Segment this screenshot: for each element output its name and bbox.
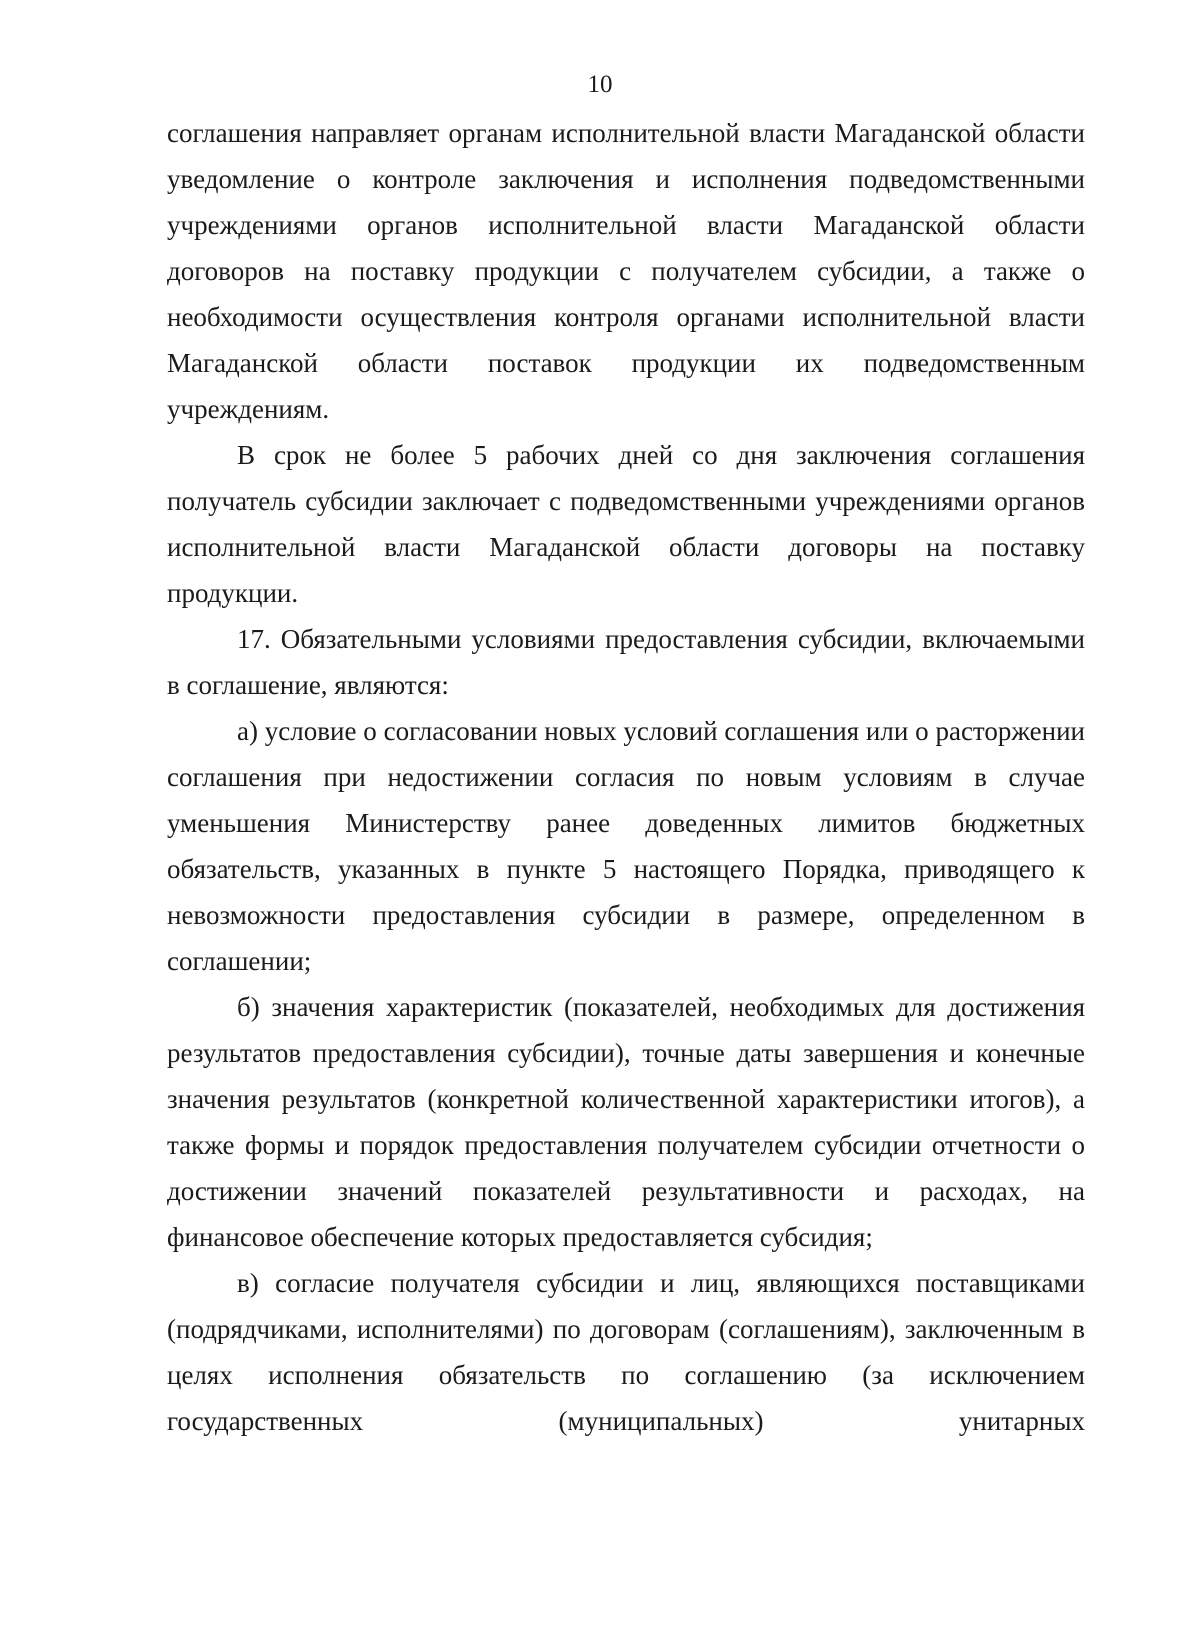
paragraph-contract-deadline: В срок не более 5 рабочих дней со дня заключения соглашения получатель субсидии заключает с подведомственными учреждениями органов исполнительной власти Магаданской области договоры на поставку продукции. (167, 440, 1085, 608)
paragraph-subitem-v: в) согласие получателя субсидии и лиц, являющихся поставщиками (подрядчиками, исполнителями) по договорам (соглашениям), заключенным в целях исполнения обязательств по соглашению (за исключением государственных (муниципальных) унитарных (167, 1268, 1085, 1436)
paragraph-continuation: соглашения направляет органам исполнительной власти Магаданской области уведомление о контроле заключения и исполнения подведомственными учреждениями органов исполнительной власти Магаданской области договоров на поставку продукции с получателем субсидии, а также о необходимости осуществления контроля органами исполнительной власти Магаданской области поставок продукции их подведомственным учреждениям. (167, 118, 1085, 424)
paragraph-subitem-a: а) условие о согласовании новых условий соглашения или о расторжении соглашения при недостижении согласия по новым условиям в случае уменьшения Министерству ранее доведенных лимитов бюджетных обязательств, указанных в пункте 5 настоящего Порядка, приводящего к невозможности предоставления субсидии в размере, определенном в соглашении; (167, 716, 1085, 976)
paragraph-subitem-b: б) значения характеристик (показателей, необходимых для достижения результатов предоставления субсидии), точные даты завершения и конечные значения результатов (конкретной количественной характеристики итогов), а также формы и порядок предоставления получателем субсидии отчетности о достижении значений показателей результативности и расходах, на финансовое обеспечение которых предоставляется субсидия; (167, 992, 1085, 1252)
page-number: 10 (587, 71, 613, 98)
document-body (167, 110, 1085, 1444)
paragraph-item-17: 17. Обязательными условиями предоставления субсидии, включаемыми в соглашение, являются: (167, 624, 1085, 700)
